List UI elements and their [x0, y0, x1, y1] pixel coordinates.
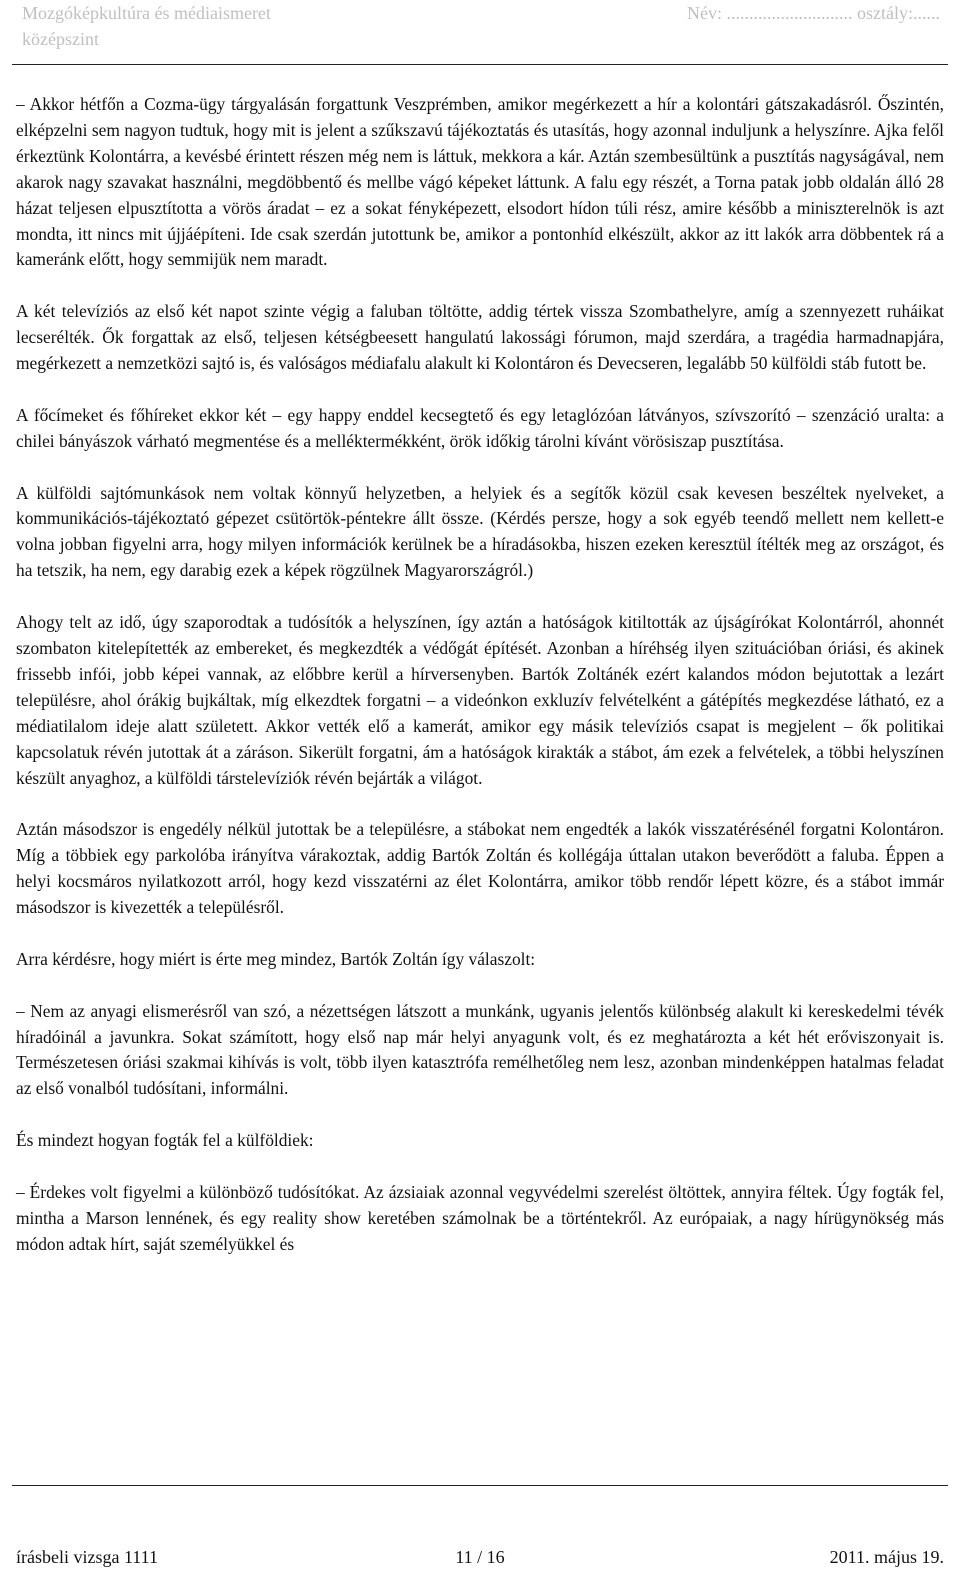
header-name-field: Név: ............................ osztály:......	[687, 3, 940, 23]
paragraph-10: – Érdekes volt figyelmi a különböző tudósítókat. Az ázsiaiak azonnal vegyvédelmi szerelést öltöttek, annyira féltek. Úgy fogták fel, mintha a Marson lennének, és egy reality show keretében számolnak be a történtekről. Az európaiak, a nagy hírügynökség más módon adtak hírt, saját személyükkel és	[16, 1181, 944, 1254]
body-text	[16, 92, 944, 1284]
page-footer	[16, 1544, 944, 1570]
footer-date: 2011. május 19.	[829, 1547, 944, 1567]
footer-page-number: 11 / 16	[455, 1547, 505, 1567]
paragraph-7: Arra kérdésre, hogy miért is érte meg mindez, Bartók Zoltán így válaszolt:	[16, 948, 536, 969]
paragraph-4: A külföldi sajtómunkások nem voltak könnyű helyzetben, a helyiek és a segítők közül csak kevesen beszéltek nyelveket, a kommunikációs-tájékoztató gépezet csütörtök-péntekre állt össze. (Kérdés persze, hogy a sok egyéb teendő mellett nem kellett-e volna jobban figyelni arra, hogy milyen információk kerülnek be a híradásokba, hiszen ezeken keresztül ítélték meg az országot, és ha tetszik, ha nem, egy darabig ezek a képek rögzülnek Magyarországról.)	[16, 482, 944, 581]
paragraph-3: A főcímeket és főhíreket ekkor két – egy happy enddel kecsegtető és egy letaglózóan látványos, szívszorító – szenzáció uralta: a chilei bányászok várható megmentése és a melléktermékként, örök időkig tárolni kívánt vörösiszap pusztítása.	[16, 404, 944, 451]
header-subject: Mozgóképkultúra és médiaismeret	[22, 3, 271, 23]
page-header	[22, 0, 940, 48]
paragraph-6: Aztán másodszor is engedély nélkül jutottak be a településre, a stábokat nem engedték a lakók visszatérésénél forgatni Kolontáron. Míg a többiek egy parkolóba irányítva várakoztak, addig Bartók Zoltán és kollégája úttalan utakon beverődött a faluba. Éppen a helyi kocsmáros nyilatkozott arról, hogy kezd visszatérni az élet Kolontárra, amikor több rendőr lépett közre, és a stábot immár másodszor is kivezették a településről.	[16, 819, 944, 918]
paragraph-2: A két televíziós az első két napot szinte végig a faluban töltötte, addig tértek vissza Szombathelyre, amíg a szennyezett ruháikat lecserélték. Ők forgattak az első, teljesen kétségbeesett hangulatú lakossági fórumon, majd szerdára, a tragédia harmadnapjára, megérkezett a nemzetközi sajtó is, és valóságos médiafalu alakult ki Kolontáron és Devecseren, legalább 50 külföldi stáb futott be.	[16, 301, 944, 374]
paragraph-8: – Nem az anyagi elismerésről van szó, a nézettségen látszott a munkánk, ugyanis jelentős különbség alakult ki kereskedelmi tévék híradóinál a javunkra. Sokat számított, hogy első nap már helyi anyagunk volt, és ez meghatározta a két hét erőviszonyait is. Természetesen óriási szakmai kihívás is volt, több ilyen katasztrófa remélhetőleg nem lesz, azonban mindenképpen hatalmas feladat az első vonalból tudósítani, informálni.	[16, 1000, 944, 1099]
footer-exam-code: írásbeli vizsga 1111	[16, 1547, 158, 1567]
paragraph-9: És mindezt hogyan fogták fel a külföldiek:	[16, 1130, 314, 1151]
header-level: középszint	[22, 29, 99, 49]
paragraph-1: – Akkor hétfőn a Cozma-ügy tárgyalásán forgattunk Veszprémben, amikor megérkezett a hír a kolontári gátszakadásról. Őszintén, elképzelni sem nagyon tudtuk, hogy mit is jelent a szűkszavú tájékoztatás és utasítás, hogy azonnal induljunk a helyszínre. Ajka felől érkeztünk Kolontárra, a kevésbé érintett részen még nem is láttuk, mekkora a kár. Aztán szembesültünk a pusztítás nagyságával, nem akarok nagy szavakat használni, megdöbbentő és mellbe vágó képeket láttunk. A falu egy részét, a Torna patak jobb oldalán álló 28 házat teljesen elpusztította a vörös áradat – ez a sokat fényképezett, elsodort hídon túli rész, amire később a miniszterelnök is azt mondta, itt nincs mit újjáépíteni. Ide csak szerdán jutottunk be, amikor a pontonhíd elkészült, akkor az itt lakók arra döbbentek rá a kameránk előtt, hogy semmijük nem maradt.	[16, 94, 944, 270]
header-subject-block	[22, 0, 271, 52]
paragraph-5: Ahogy telt az idő, úgy szaporodtak a tudósítók a helyszínen, így aztán a hatóságok kitiltották az újságírókat Kolontárról, ahonnét szombaton kitelepítették az embereket, és megkezdték a védőgát építését. Azonban a híréhség ilyen szituációban óriási, és akinek frissebb infói, jobb képei vannak, az előbbre kerül a hírversenyben. Bartók Zoltánék ezért kalandos módon bejutottak a lezárt településre, ahol órákig bujkáltak, míg elkezdtek forgatni – a videónkon exkluzív felvételként a gátépítés megkezdése látható, ez a médiatilalom ideje alatt született. Akkor vették elő a kamerát, amikor egy másik televíziós csapat is megjelent – ők politikai kapcsolatuk révén jutottak át a záráson. Sikerült forgatni, ám a hatóságok kirakták a stábot, ám ezek a felvételek, a többi helyszínen készült anyaghoz, a külföldi társtelevíziók révén bejárták a világot.	[16, 612, 944, 788]
